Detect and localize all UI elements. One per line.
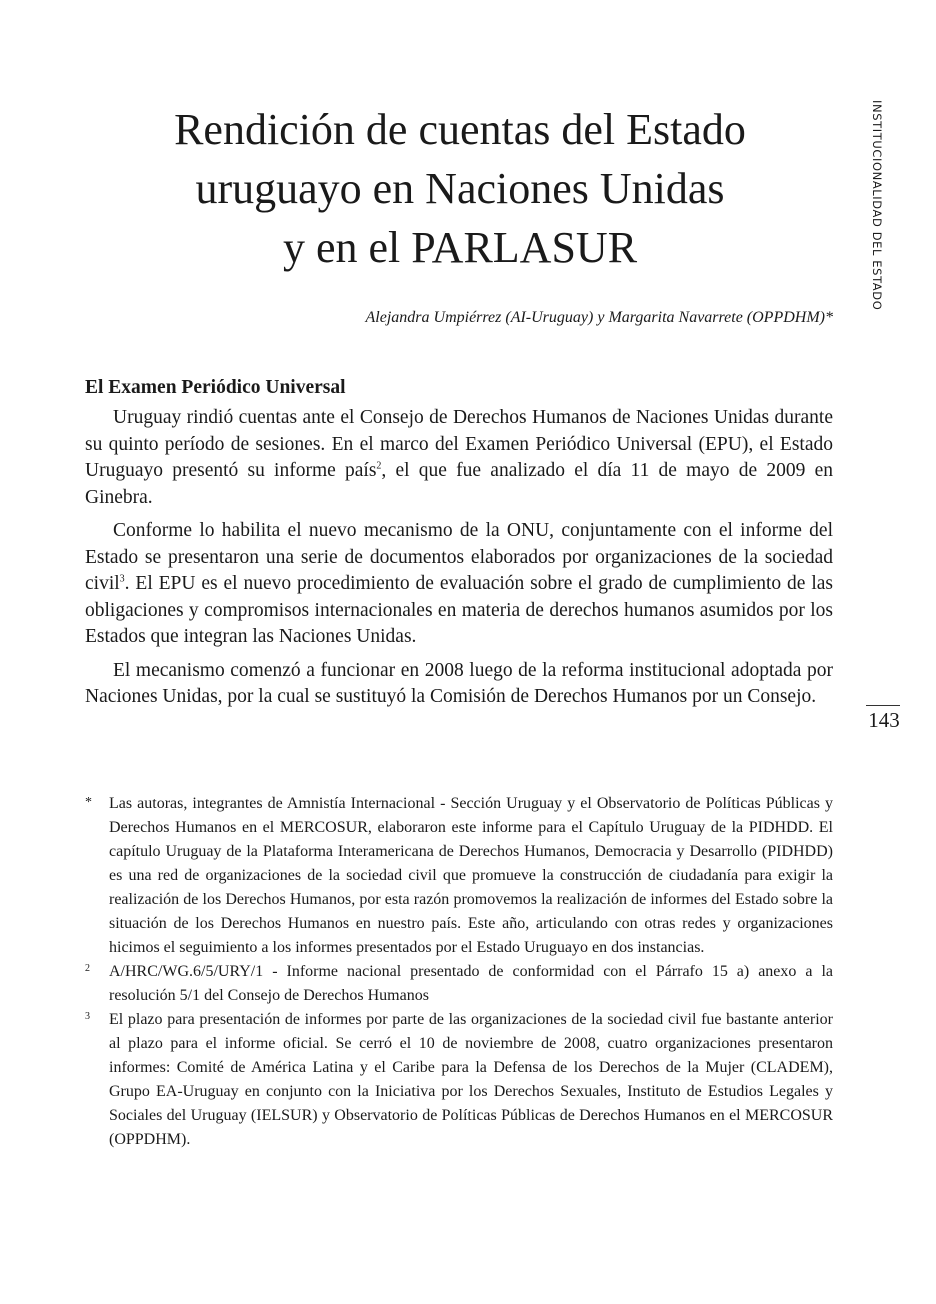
footnote-text: A/HRC/WG.6/5/URY/1 - Informe nacional presentado de conformidad con el Párrafo 15 a) anexo a la resolución 5/1 del Consejo de Derechos Humanos: [109, 963, 833, 1004]
running-section-label: INSTITUCIONALIDAD DEL ESTADO: [870, 100, 884, 311]
paragraph-text: Uruguay rindió cuentas ante el Consejo de Derechos Humanos de Naciones Unidas durante su quinto período de sesiones. En el marco del Examen Periódico Universal (EPU), el Estado Uruguayo presentó su informe país: [85, 407, 833, 481]
paragraph-text: El mecanismo comenzó a funcionar en 2008 luego de la reforma institucional adoptada por Naciones Unidas, por la cual se sustituyó la Comisión de Derechos Humanos por un Consejo.: [85, 659, 833, 707]
page-title: [120, 100, 800, 277]
author-byline: Alejandra Umpiérrez (AI-Uruguay) y Margarita Navarrete (OPPDHM)*: [365, 309, 833, 326]
body-paragraph: [85, 658, 833, 711]
body-paragraph: [85, 405, 833, 511]
footnote-marker: 2: [85, 963, 90, 974]
paragraph-text: , el que fue analizado el día 11 de mayo de 2009 en Ginebra.: [85, 460, 833, 508]
footnote-ref: 2: [376, 460, 382, 472]
body-paragraph: [85, 518, 833, 651]
title-line: Rendición de cuentas del Estado: [174, 105, 746, 154]
footnotes: [85, 792, 833, 1152]
footnote-marker: *: [85, 795, 92, 810]
footnote-ref: 3: [119, 573, 125, 585]
body-text: [85, 405, 833, 718]
footnote: [85, 960, 833, 1008]
footnote-text: El plazo para presentación de informes por parte de las organizaciones de la sociedad civil fue bastante anterior al plazo para el informe oficial. Se cerró el 10 de noviembre de 2008, cuatro organizaciones presentaron informes: Comité de América Latina y el Caribe para la Defensa de los Derechos de la Mujer (CLADEM), Grupo EA-Uruguay en conjunto con la Iniciativa por los Derechos Sexuales, Instituto de Estudios Legales y Sociales del Uruguay (IELSUR) y Observatorio de Políticas Públicas de Derechos Humanos en el MERCOSUR (OPPDHM).: [109, 1011, 833, 1148]
section-heading: El Examen Periódico Universal: [85, 377, 346, 398]
page-number-rule: [866, 705, 900, 706]
title-line: y en el PARLASUR: [282, 223, 638, 272]
page-number: 143: [868, 708, 900, 732]
footnote-text: Las autoras, integrantes de Amnistía Internacional - Sección Uruguay y el Observatorio de Políticas Públicas y Derechos Humanos en el MERCOSUR, elaboraron este informe para el Capítulo Uruguay de la PIDHDD. El capítulo Uruguay de la Plataforma Interamericana de Derechos Humanos, Democracia y Desarrollo (PIDHDD) es una red de organizaciones de la sociedad civil que promueve la construcción de ciudadanía para exigir la realización de los Derechos Humanos, por esta razón promovemos la realización de informes del Estado sobre la situación de los Derechos Humanos en nuestro país. Este año, articulando con otras redes y organizaciones hicimos el seguimiento a los informes presentados por el Estado Uruguayo en dos instancias.: [109, 795, 833, 956]
paragraph-text: . El EPU es el nuevo procedimiento de evaluación sobre el grado de cumplimiento de las obligaciones y compromisos internacionales en materia de derechos humanos asumidos por los Estados que integran las Naciones Unidas.: [85, 573, 833, 647]
title-line: uruguayo en Naciones Unidas: [195, 164, 725, 213]
footnote: [85, 792, 833, 960]
paragraph-text: Conforme lo habilita el nuevo mecanismo de la ONU, conjuntamente con el informe del Estado se presentaron una serie de documentos elaborados por organizaciones de la sociedad civil: [85, 520, 833, 594]
footnote-marker: 3: [85, 1011, 90, 1022]
footnote: [85, 1008, 833, 1152]
